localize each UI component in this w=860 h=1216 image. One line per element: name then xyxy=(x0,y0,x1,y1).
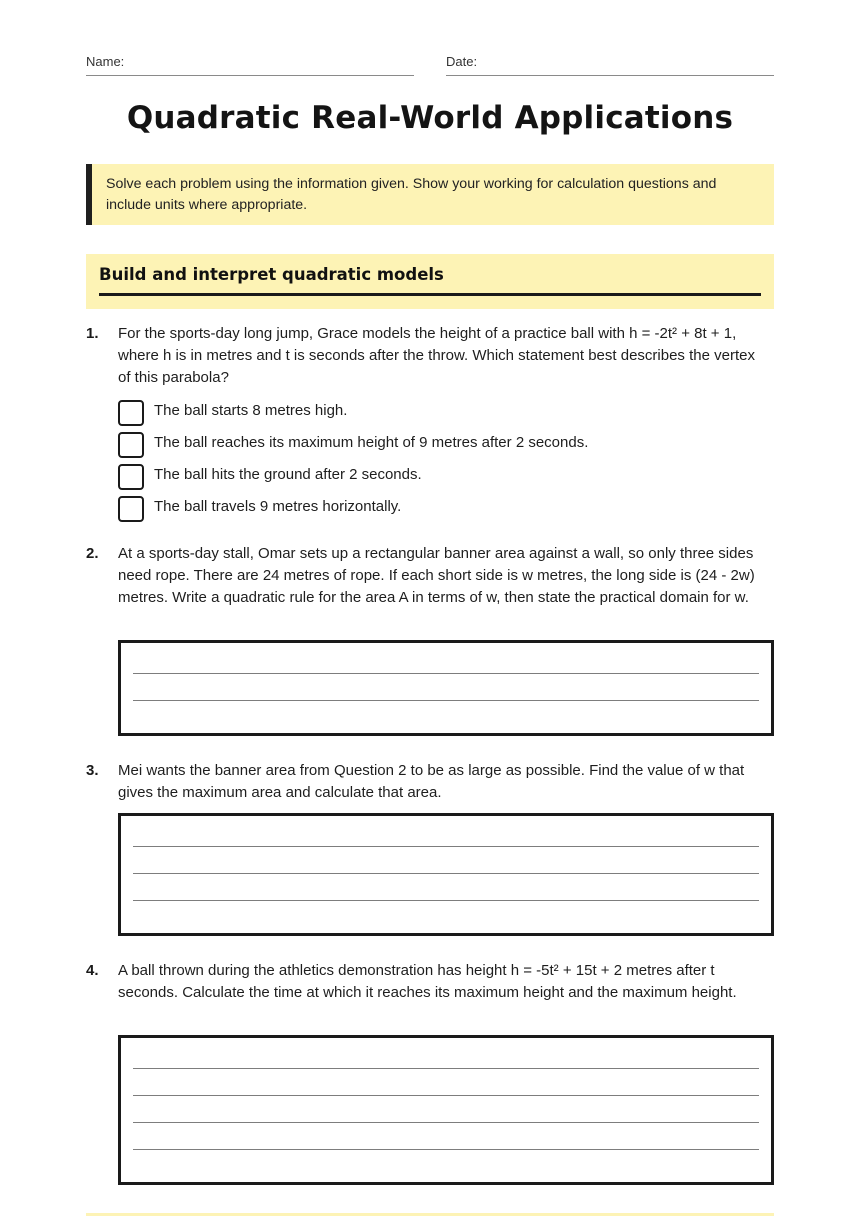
checkbox[interactable] xyxy=(118,464,144,490)
section-title: Build and interpret quadratic models xyxy=(99,263,761,296)
question-text: For the sports-day long jump, Grace models the height of a practice ball with h = -2t² + 8t + 1, where h is in metres and t is seconds after the throw. Which statement best describes the vertex of this parabola? xyxy=(118,325,755,386)
option-label: The ball travels 9 metres horizontally. xyxy=(154,498,402,515)
checkbox[interactable] xyxy=(118,400,144,426)
answer-line xyxy=(133,1122,759,1123)
date-field[interactable] xyxy=(446,52,774,76)
question-number: 1. xyxy=(86,325,99,342)
checkbox[interactable] xyxy=(118,496,144,522)
option-1c[interactable] xyxy=(118,464,738,490)
option-label: The ball starts 8 metres high. xyxy=(154,402,348,419)
question-text: Mei wants the banner area from Question 2 to be as large as possible. Find the value of w that gives the maximum area and calculate that area. xyxy=(118,762,745,801)
name-label: Name: xyxy=(86,54,125,69)
answer-line xyxy=(133,1068,759,1069)
answer-box[interactable] xyxy=(118,813,774,936)
question-text: At a sports-day stall, Omar sets up a rectangular banner area against a wall, so only three sides need rope. There are 24 metres of rope. If each short side is w metres, the long side is (24 - 2w) metres. Write a quadratic rule for the area A in terms of w, then state the practical domain for w. xyxy=(118,545,755,606)
question-number: 3. xyxy=(86,762,99,779)
option-1d[interactable] xyxy=(118,496,738,522)
answer-line xyxy=(133,1149,759,1150)
instructions-box: Solve each problem using the information given. Show your working for calculation questions and include units where appropriate. xyxy=(86,164,774,225)
header-row xyxy=(86,52,774,76)
answer-line xyxy=(133,700,759,701)
question-text: A ball thrown during the athletics demonstration has height h = -5t² + 15t + 2 metres after t seconds. Calculate the time at which it reaches its maximum height and the maximum height. xyxy=(118,962,737,1001)
answer-line xyxy=(133,846,759,847)
checkbox[interactable] xyxy=(118,432,144,458)
option-1a[interactable] xyxy=(118,400,738,426)
page-title: Quadratic Real-World Applications xyxy=(126,100,734,136)
option-1b[interactable] xyxy=(118,432,738,458)
answer-box[interactable] xyxy=(118,1035,774,1185)
date-label: Date: xyxy=(446,54,478,69)
option-label: The ball hits the ground after 2 seconds. xyxy=(154,466,422,483)
section-header xyxy=(86,254,774,309)
answer-line xyxy=(133,673,759,674)
answer-line xyxy=(133,900,759,901)
answer-line xyxy=(133,873,759,874)
question-number: 2. xyxy=(86,545,99,562)
name-field[interactable] xyxy=(86,52,414,76)
answer-line xyxy=(133,1095,759,1096)
option-label: The ball reaches its maximum height of 9 metres after 2 seconds. xyxy=(154,434,589,451)
question-number: 4. xyxy=(86,962,99,979)
answer-box[interactable] xyxy=(118,640,774,736)
